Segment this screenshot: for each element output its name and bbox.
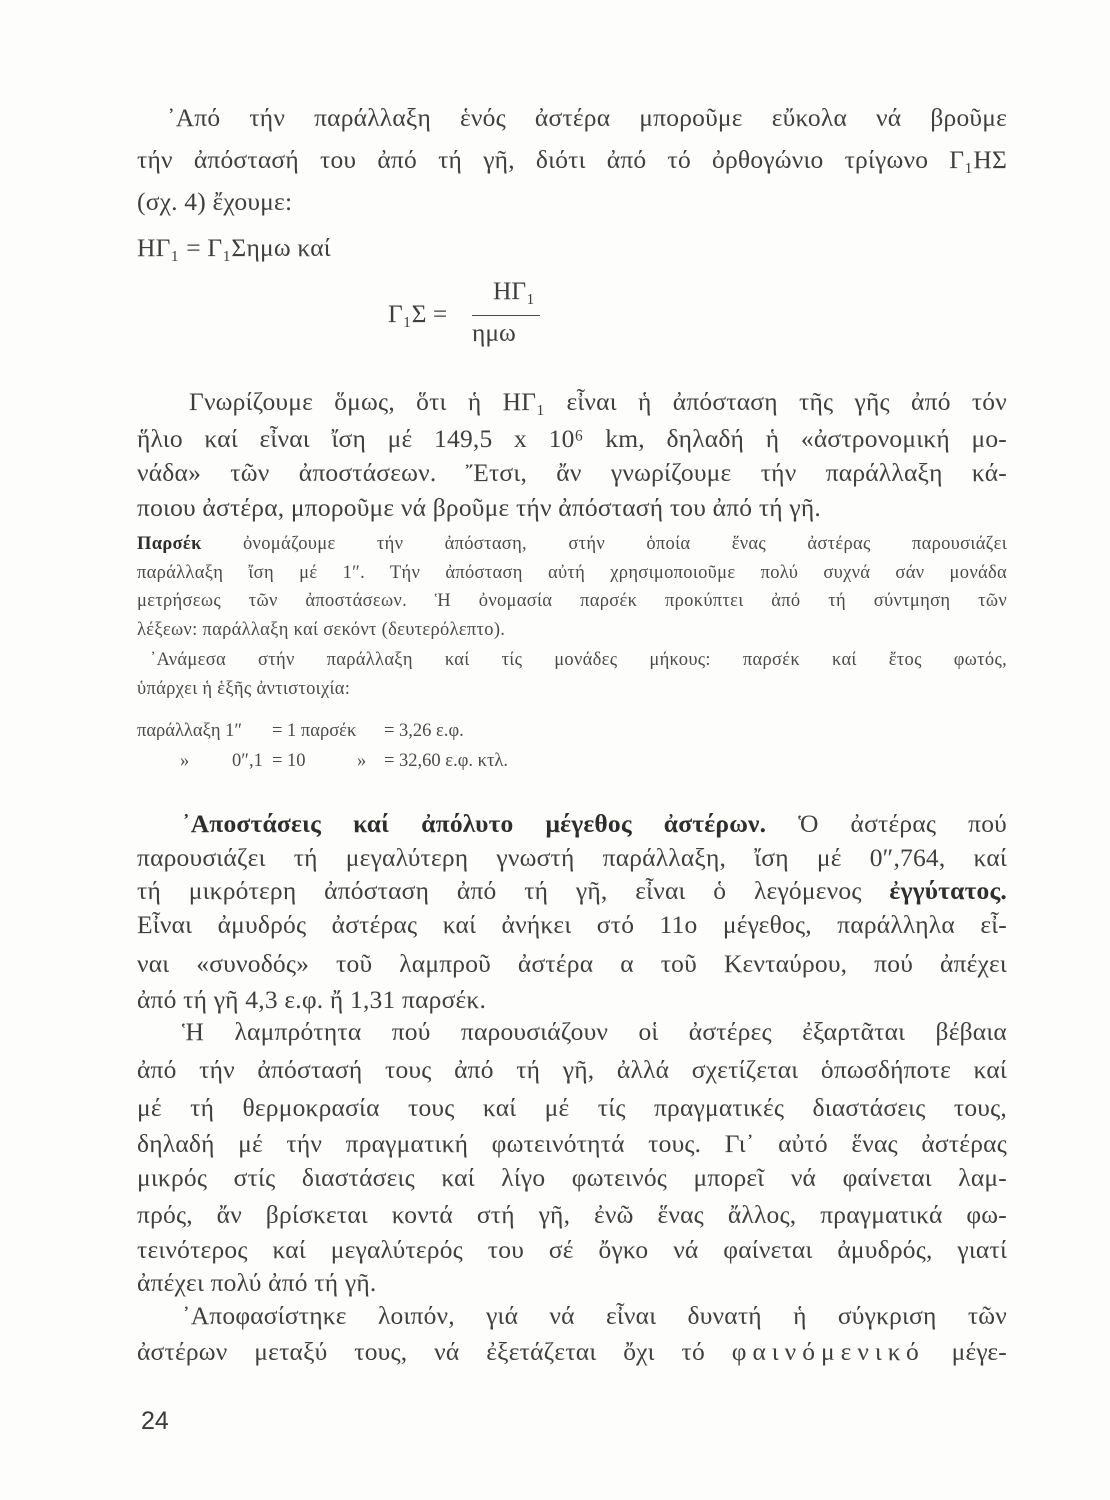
body-line: [137, 876, 1007, 906]
note-line: παράλλαξη ἴση μέ 1″. Τήν ἀπόσταση αὐτή χρησιμοποιοῦμε πολύ συχνά σάν μονάδα: [137, 563, 1007, 583]
body-line: ἀπό τήν ἀπόστασή τους ἀπό τή γῆ, ἀλλά σχετίζεται ὁπωσδήποτε καί: [137, 1055, 1007, 1084]
body-line: Εἶναι ἀμυδρός ἀστέρας καί ἀνήκει στό 11ο μέγεθος, παράλληλα εἶ-: [137, 910, 1007, 939]
table-value: = 3,26 ε.φ.: [384, 721, 464, 741]
section-heading: ᾿Αποστάσεις καί ἀπόλυτο μέγεθος ἀστέρων.: [182, 809, 767, 838]
term-engytatos: ἐγγύτατος.: [889, 876, 1007, 905]
note-term: Παρσέκ: [137, 534, 202, 554]
body-line: Ἡ λαμπρότητα πού παρουσιάζουν οἱ ἀστέρες ἐξαρτᾶται βέβαια: [182, 1017, 1007, 1046]
body-line: ᾿Από τήν παράλλαξη ἑνός ἀστέρα μποροῦμε εὔκολα νά βροῦμε: [167, 103, 1007, 132]
note-line: μετρήσεως τῶν ἀποστάσεων. Ἡ ὀνομασία παρσέκ προκύπτει ἀπό τή σύντμηση τῶν: [137, 591, 1007, 611]
formula-denominator: ημω: [472, 318, 516, 347]
body-line: μικρός στίς διαστάσεις καί λίγο φωτεινός μπορεῖ νά φαίνεται λαμ-: [137, 1163, 1007, 1192]
body-line: τήν ἀπόστασή του ἀπό τή γῆ, διότι ἀπό τό ὀρθογώνιο τρίγωνο Γ₁ΗΣ: [137, 145, 1007, 174]
section-line: [182, 809, 1007, 839]
body-text: μέγε-: [924, 1337, 1007, 1366]
body-line: μέ τή θερμοκρασία τους καί μέ τίς πραγματικές διαστάσεις τους,: [137, 1093, 1007, 1122]
table-value: »: [357, 751, 367, 771]
body-line: δηλαδή μέ τήν πραγματική φωτεινότητά τους. Γι᾿ αὐτό ἕνας ἀστέρας: [137, 1129, 1007, 1158]
body-text: τή μικρότερη ἀπόσταση ἀπό τή γῆ, εἶναι ὁ λεγόμενος: [137, 876, 890, 905]
table-value: = 32,60 ε.φ. κτλ.: [384, 751, 508, 771]
fraction-bar: [472, 315, 540, 316]
note-line: ὑπάρχει ἡ ἑξῆς ἀντιστοιχία:: [137, 679, 351, 699]
body-line: ἥλιο καί εἶναι ἴση μέ 149,5 x 10⁶ km, δηλαδή ἡ «ἀστρονομική μο-: [137, 424, 1007, 453]
table-value: = 1 παρσέκ: [272, 721, 357, 741]
body-line: νάδα» τῶν ἀποστάσεων. Ἔτσι, ἄν γνωρίζουμε τήν παράλλαξη κά-: [137, 458, 1007, 487]
body-line: ποιου ἀστέρα, μποροῦμε νά βροῦμε τήν ἀπόστασή του ἀπό τή γῆ.: [137, 493, 821, 522]
page-number: 24: [141, 1407, 169, 1435]
body-line: ἀπέχει πολύ ἀπό τή γῆ.: [137, 1268, 377, 1297]
table-label: »: [180, 751, 190, 771]
note-line: ᾿Ανάμεσα στήν παράλλαξη καί τίς μονάδες μήκους: παρσέκ καί ἔτος φωτός,: [150, 650, 1007, 670]
table-label: παράλλαξη 1″: [137, 721, 243, 741]
table-value: = 10: [272, 751, 306, 771]
note-line: [137, 532, 1007, 556]
note-text: ὀνομάζουμε τήν ἀπόσταση, στήν ὁποία ἕνας ἀστέρας παρουσιάζει: [201, 534, 1007, 554]
formula-lhs: Γ₁Σ =: [388, 299, 448, 328]
body-line: ἀπό τή γῆ 4,3 ε.φ. ἤ 1,31 παρσέκ.: [137, 985, 487, 1014]
body-line: τεινότερος καί μεγαλύτερός του σέ ὄγκο νά φαίνεται ἀμυδρός, γιατί: [137, 1235, 1007, 1264]
body-line: παρουσιάζει τή μεγαλύτερη γνωστή παράλλαξη, ἴση μέ 0″,764, καί: [137, 843, 1007, 872]
table-label: 0″,1: [232, 751, 263, 771]
body-line: ναι «συνοδός» τοῦ λαμπροῦ ἀστέρα α τοῦ Κενταύρου, πού ἀπέχει: [137, 949, 1007, 978]
body-line: (σχ. 4) ἔχουμε:: [137, 187, 293, 216]
note-line: λέξεων: παράλλαξη καί σεκόντ (δευτερόλεπτο).: [137, 620, 506, 640]
body-line: Γνωρίζουμε ὅμως, ὅτι ἡ ΗΓ₁ εἶναι ἡ ἀπόσταση τῆς γῆς ἀπό τόν: [189, 387, 1007, 416]
body-line: ᾿Αποφασίστηκε λοιπόν, γιά νά εἶναι δυνατή ἡ σύγκριση τῶν: [182, 1301, 1007, 1330]
body-line: [137, 1337, 1007, 1367]
body-text: ἀστέρων μεταξύ τους, νά ἐξετάζεται ὄχι τό: [137, 1337, 732, 1366]
body-line: πρός, ἄν βρίσκεται κοντά στή γῆ, ἐνῶ ἕνας ἄλλος, πραγματικά φω-: [137, 1200, 1007, 1229]
section-text: Ὁ ἀστέρας πού: [766, 809, 1007, 838]
spaced-term: φαινόμενικό: [731, 1337, 925, 1366]
formula-numerator: ΗΓ₁: [493, 276, 536, 305]
equation-line: ΗΓ₁ = Γ₁Σημω καί: [137, 233, 331, 262]
